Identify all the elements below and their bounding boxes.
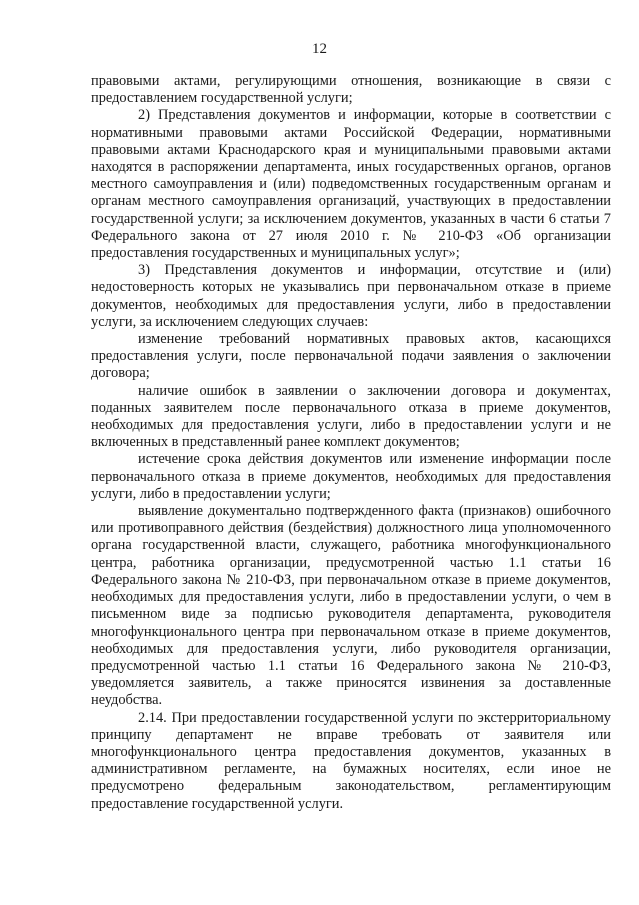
paragraph: 3) Представления документов и информации, отсутствие и (или) недостоверность которых не указывались при первоначальном отказе в приеме документов, необходимых для предоставления услуги, либо в предоставлении услуги, за исключением следующих случаев: (91, 262, 611, 330)
paragraph: наличие ошибок в заявлении о заключении договора и документах, поданных заявителем после первоначального отказа в приеме документов, необходимых для предоставления услуги, либо в предоставлении услуги и не включенных в представленный ранее комплект документов; (91, 382, 611, 451)
paragraph: изменение требований нормативных правовых актов, касающихся предоставления услуги, после первоначальной подачи заявления о заключении договора; (91, 331, 611, 382)
paragraph: истечение срока действия документов или изменение информации после первоначального отказа в приеме документов, необходимых для предоставления услуги, либо в предоставлении услуги; (91, 451, 611, 502)
paragraph: выявление документально подтвержденного факта (признаков) ошибочного или противоправного действия (бездействия) должностного лица уполномоченного органа государственной власти, служащего, работника многофункционального центра, работника организации, предусмотренной частью 1.1 статьи 16 Федерального закона № 210-ФЗ, при первоначальном отказе в приеме документов, необходимых для предоставления услуги, либо в предоставлении услуги, о чем в письменном виде за подписью руководителя департамента, руководителя многофункционального центра при первоначальном отказе в приеме документов, необходимых для предоставления услуги, либо руководителя организации, предусмотренной частью 1.1 статьи 16 Федерального закона № 210-ФЗ, уведомляется заявитель, а также приносятся извинения за доставленные неудобства. (91, 503, 611, 709)
paragraph: 2.14. При предоставлении государственной услуги по экстерриториальному принципу департамент не вправе требовать от заявителя или многофункционального центра предоставления документов, указанных в административном регламенте, на бумажных носителях, если иное не предусмотрено федеральным законодательством, регламентирующим предоставление государственной услуги. (91, 709, 611, 812)
document-body (91, 73, 611, 813)
paragraph: 2) Представления документов и информации, которые в соответствии с нормативными правовыми актами Российской Федерации, нормативными правовыми актами Краснодарского края и муниципальными правовыми актами находятся в распоряжении департамента, иных государственных органов, органов местного самоуправления и (или) подведомственных государственным органам и органам местного самоуправления организаций, участвующих в предоставлении государственной услуги; за исключением документов, указанных в части 6 статьи 7 Федерального закона от 27 июля 2010 г. № 210-ФЗ «Об организации предоставления государственных и муниципальных услуг»; (91, 107, 611, 262)
paragraph: правовыми актами, регулирующими отношения, возникающие в связи с предоставлением государственной услуги; (91, 73, 611, 107)
page-number: 12 (312, 41, 327, 57)
